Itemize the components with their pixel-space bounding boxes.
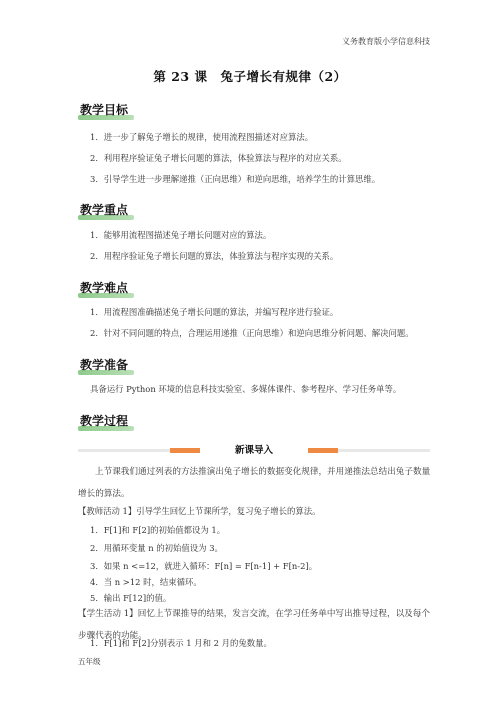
algorithm-step: 1．F[1]和 F[2]的初始值都设为 1。 [90,525,226,535]
preparation-text: 具备运行 Python 环境的信息科技实验室、多媒体课件、参考程序、学习任务单等。 [90,384,402,394]
publisher-header: 义务教育版小学信息科技 [342,37,430,46]
difficulty-item: 2．针对不同问题的特点，合理运用递推（正向思维）和逆向思维分析问题、解决问题。 [90,328,414,338]
lesson-title: 第 23 课 兔子增长有规律（2） [153,69,347,84]
teacher-activity: 【教师活动 1】引导学生回忆上节课所学，复习兔子增长的算法。 [78,506,321,516]
section-heading-preparation: 教学准备 [80,356,132,374]
key-point-item: 2．用程序验证兔子增长问题的算法，体验算法与程序实现的关系。 [90,251,339,261]
student-activity: 【学生活动 1】回忆上节课推导的结果，发言交流，在学习任务单中写出推导过程，以及每个步骤代表的功能。 [78,609,430,641]
section-heading-goals: 教学目标 [80,101,132,119]
student-item: 1．F[1]和 F[2]分别表示 1 月和 2 月的兔数量。 [90,638,272,648]
algorithm-step: 5．输出 F[12]的值。 [90,593,172,603]
algorithm-step: 3．如果 n <=12，就进入循环：F[n] = F[n-1] + F[n-2]。 [90,561,318,571]
intro-paragraph: 上节课我们通过列表的方法推演出兔子增长的数据变化规律，并用递推法总结出兔子数量增长的算法。 [78,467,431,499]
subsection-title: 新课导入 [234,445,273,456]
subsection-banner [78,442,430,458]
banner-accent-right [308,448,338,453]
goal-item: 1．进一步了解兔子增长的规律，使用流程图描述对应算法。 [90,132,314,142]
section-heading-key-points: 教学重点 [80,201,132,219]
difficulty-item: 1．用流程图准确描述兔子增长问题的算法，并编写程序进行验证。 [90,307,339,317]
grade-footer: 五年级 [78,657,101,666]
key-point-item: 1．能够用流程图描述兔子增长问题对应的算法。 [90,230,272,240]
banner-bar-right [338,449,430,452]
algorithm-step: 4．当 n >12 时，结束循环。 [90,577,202,587]
section-heading-process: 教学过程 [80,412,132,430]
goal-item: 2．利用程序验证兔子增长问题的算法，体验算法与程序的对应关系。 [90,153,347,163]
section-heading-difficulties: 教学难点 [80,279,132,297]
goal-item: 3．引导学生进一步理解递推（正向思维）和逆向思维，培养学生的计算思维。 [90,174,381,184]
algorithm-step: 2．用循环变量 n 的初始值设为 3。 [90,543,223,553]
